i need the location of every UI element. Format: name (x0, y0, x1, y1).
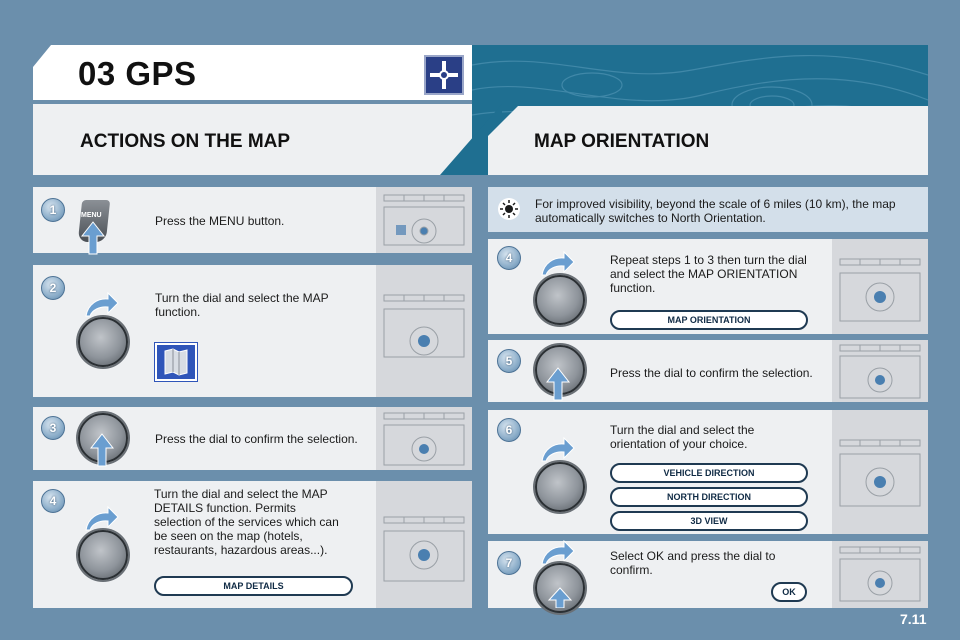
page-title: 03 GPS (78, 55, 197, 92)
step-badge: 4 (41, 489, 65, 513)
info-text: For improved visibility, beyond the scale of 6 miles (10 km), the map automatically switches to North Orientation. (535, 197, 896, 225)
dial-illustration (78, 530, 128, 580)
north-direction-option: NORTH DIRECTION (610, 487, 808, 507)
turn-arrow-icon (84, 506, 120, 532)
right-step-7-text: Select OK and press the dial to confirm. (610, 549, 776, 577)
map-orientation-option: MAP ORIENTATION (610, 310, 808, 330)
step-badge: 3 (41, 416, 65, 440)
3d-view-option: 3D VIEW (610, 511, 808, 531)
visibility-sun-icon (496, 196, 522, 222)
step-badge: 7 (497, 551, 521, 575)
step-3-text: Press the dial to confirm the selection. (155, 432, 358, 446)
press-arrow-icon (545, 366, 571, 402)
gps-crosshair-icon (424, 55, 464, 95)
step-badge: 2 (41, 276, 65, 300)
press-arrow-icon (547, 586, 573, 608)
press-arrow-icon (89, 432, 115, 468)
step-badge: 5 (497, 349, 521, 373)
step-4-text: Turn the dial and select the MAP DETAILS function. Permits selection of the services which can be seen on the map (hotels, restaurants, hazardous areas...). (154, 487, 339, 557)
console-image (376, 187, 472, 253)
map-details-option: MAP DETAILS (154, 576, 353, 596)
console-image (832, 340, 928, 402)
dial-illustration (78, 317, 128, 367)
step-badge: 4 (497, 246, 521, 270)
console-image (832, 541, 928, 608)
vehicle-direction-option: VEHICLE DIRECTION (610, 463, 808, 483)
step-badge: 6 (497, 418, 521, 442)
turn-arrow-icon (84, 292, 120, 318)
page-number: 7.11 (900, 611, 927, 627)
right-section-title: MAP ORIENTATION (534, 131, 710, 152)
map-function-icon (155, 343, 197, 381)
console-image (832, 239, 928, 334)
step-badge: 1 (41, 198, 65, 222)
right-step-5-text: Press the dial to confirm the selection. (610, 366, 813, 380)
dial-illustration (535, 275, 585, 325)
turn-arrow-icon (540, 251, 576, 277)
turn-arrow-icon (540, 437, 576, 463)
console-image (376, 407, 472, 470)
press-arrow-icon (80, 220, 106, 256)
right-step-4-text: Repeat steps 1 to 3 then turn the dial and select the MAP ORIENTATION function. (610, 253, 807, 295)
ok-option: OK (771, 582, 807, 602)
console-image (376, 265, 472, 397)
menu-button-label: MENU (81, 212, 102, 219)
right-step-6-text: Turn the dial and select the orientation of your choice. (610, 423, 755, 451)
console-image (832, 410, 928, 534)
left-section-title: ACTIONS ON THE MAP (80, 131, 291, 152)
step-2-text: Turn the dial and select the MAP function. (155, 291, 329, 319)
dial-illustration (535, 462, 585, 512)
step-1-text: Press the MENU button. (155, 214, 285, 228)
console-image (376, 481, 472, 608)
